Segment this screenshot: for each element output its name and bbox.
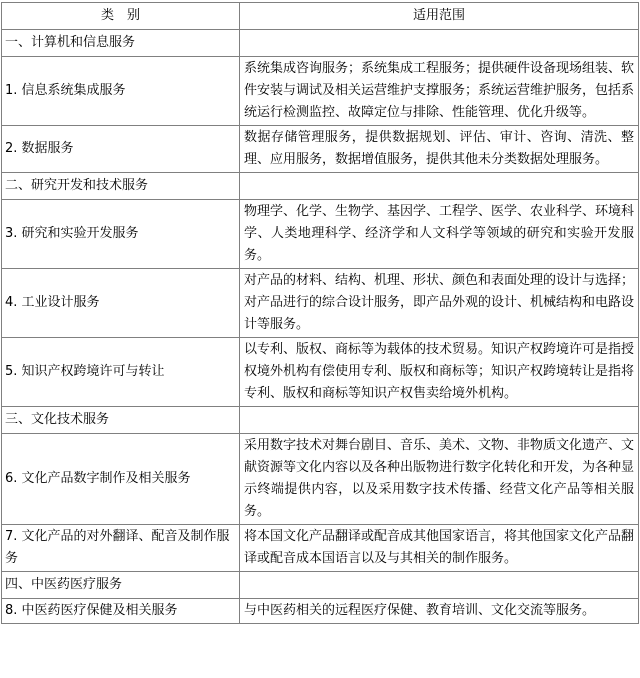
header-scope: 适用范围 bbox=[240, 3, 639, 30]
header-row bbox=[2, 3, 639, 30]
section-row bbox=[2, 407, 639, 434]
category-name: 4. 工业设计服务 bbox=[2, 269, 240, 338]
service-scope-table bbox=[1, 2, 639, 624]
table-row bbox=[2, 126, 639, 173]
section-name: 二、研究开发和技术服务 bbox=[2, 173, 240, 200]
table-row bbox=[2, 269, 639, 338]
section-row bbox=[2, 173, 639, 200]
scope-text: 数据存储管理服务，提供数据规划、评估、审计、咨询、清洗、整理、应用服务，数据增值服务，提供其他未分类数据处理服务。 bbox=[240, 126, 639, 173]
section-row bbox=[2, 572, 639, 599]
scope-text: 系统集成咨询服务；系统集成工程服务；提供硬件设备现场组装、软件安装与调试及相关运营维护支撑服务；系统运营维护服务，包括系统运行检测监控、故障定位与排除、性能管理、优化升级等。 bbox=[240, 57, 639, 126]
scope-text: 采用数字技术对舞台剧目、音乐、美术、文物、非物质文化遗产、文献资源等文化内容以及各种出版物进行数字化转化和开发，为各种显示终端提供内容，以及采用数字技术传播、经营文化产品等相关服务。 bbox=[240, 434, 639, 525]
category-name: 7. 文化产品的对外翻译、配音及制作服务 bbox=[2, 525, 240, 572]
category-name: 3. 研究和实验开发服务 bbox=[2, 200, 240, 269]
table-row bbox=[2, 57, 639, 126]
scope-text: 以专利、版权、商标等为载体的技术贸易。知识产权跨境许可是指授权境外机构有偿使用专利、版权和商标等；知识产权跨境转让是指将专利、版权和商标等知识产权售卖给境外机构。 bbox=[240, 338, 639, 407]
scope-text: 与中医药相关的远程医疗保健、教育培训、文化交流等服务。 bbox=[240, 599, 639, 624]
section-scope bbox=[240, 407, 639, 434]
section-scope bbox=[240, 572, 639, 599]
category-name: 8. 中医药医疗保健及相关服务 bbox=[2, 599, 240, 624]
section-name: 一、计算机和信息服务 bbox=[2, 30, 240, 57]
table-row bbox=[2, 200, 639, 269]
category-name: 5. 知识产权跨境许可与转让 bbox=[2, 338, 240, 407]
section-row bbox=[2, 30, 639, 57]
category-name: 2. 数据服务 bbox=[2, 126, 240, 173]
scope-text: 对产品的材料、结构、机理、形状、颜色和表面处理的设计与选择；对产品进行的综合设计服务，即产品外观的设计、机械结构和电路设计等服务。 bbox=[240, 269, 639, 338]
table-row bbox=[2, 525, 639, 572]
header-category: 类 别 bbox=[2, 3, 240, 30]
table-row bbox=[2, 599, 639, 624]
category-name: 6. 文化产品数字制作及相关服务 bbox=[2, 434, 240, 525]
scope-text: 物理学、化学、生物学、基因学、工程学、医学、农业科学、环境科学、人类地理科学、经济学和人文科学等领域的研究和实验开发服务。 bbox=[240, 200, 639, 269]
section-name: 四、中医药医疗服务 bbox=[2, 572, 240, 599]
table-row bbox=[2, 434, 639, 525]
section-name: 三、文化技术服务 bbox=[2, 407, 240, 434]
section-scope bbox=[240, 173, 639, 200]
scope-text: 将本国文化产品翻译或配音成其他国家语言，将其他国家文化产品翻译或配音成本国语言以及与其相关的制作服务。 bbox=[240, 525, 639, 572]
section-scope bbox=[240, 30, 639, 57]
category-name: 1. 信息系统集成服务 bbox=[2, 57, 240, 126]
table-row bbox=[2, 338, 639, 407]
